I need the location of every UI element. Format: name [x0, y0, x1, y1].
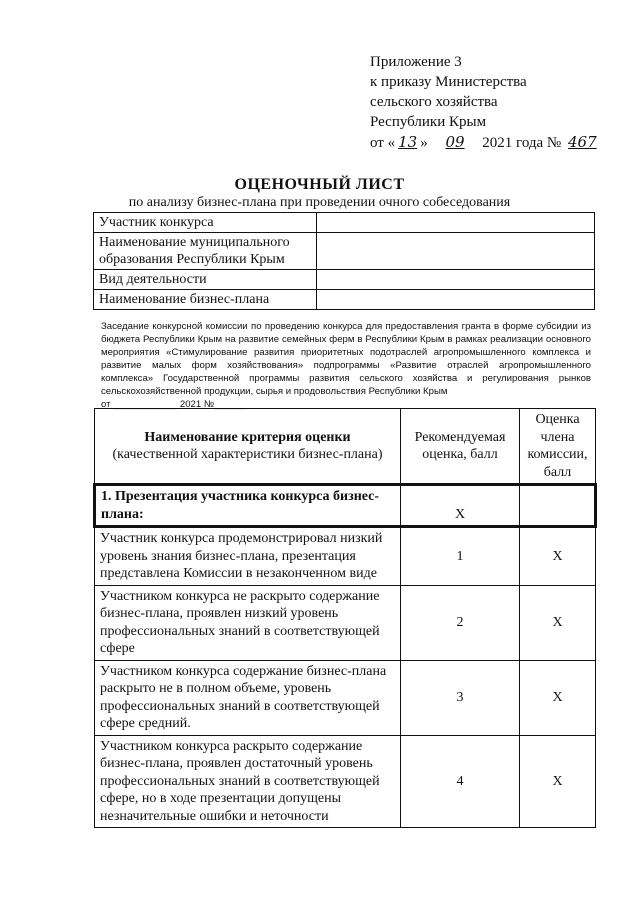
info-label: Наименование муниципального образования Республики Крым — [94, 233, 317, 270]
criterion-recommended: 4 — [401, 735, 520, 828]
header-criterion — [95, 409, 401, 485]
appendix-block — [370, 52, 600, 153]
date-prefix: от « — [370, 135, 396, 151]
info-value[interactable] — [317, 233, 595, 270]
header-criterion-note: (качественной характеристики бизнес-плана) — [112, 447, 383, 462]
header-recommended: Рекомендуемая оценка, балл — [401, 409, 520, 485]
date-mid: » — [420, 135, 428, 151]
criterion-text: Участником конкурса не раскрыто содержание бизнес-плана, проявлен низкий уровень профессиональных знаний в соответствующей сфере — [95, 585, 401, 660]
appendix-line-4: Республики Крым — [370, 114, 487, 130]
criterion-member-score[interactable]: X — [520, 660, 596, 735]
table-row — [95, 660, 596, 735]
appendix-line-1: Приложение 3 — [370, 54, 462, 70]
info-value[interactable] — [317, 270, 595, 290]
criterion-member-score[interactable]: X — [520, 585, 596, 660]
info-row — [94, 233, 595, 270]
criterion-recommended: 3 — [401, 660, 520, 735]
section-recommended: X — [401, 485, 520, 527]
header-criterion-title: Наименование критерия оценки — [144, 429, 351, 445]
handwritten-day: 13 — [398, 133, 418, 151]
criterion-member-score[interactable]: X — [520, 527, 596, 586]
info-row — [94, 270, 595, 290]
table-row — [95, 585, 596, 660]
info-row — [94, 290, 595, 310]
section-member-score[interactable] — [520, 485, 596, 527]
session-paragraph — [101, 320, 591, 411]
date-year: 2021 года № — [482, 135, 562, 151]
criterion-text: Участником конкурса раскрыто содержание бизнес-плана, проявлен достаточный уровень профессиональных знаний в соответствующей сфере, но в ходе презентации допущены незначительные ошибки и неточности — [95, 735, 401, 828]
section-row — [95, 485, 596, 527]
section-label: 1. Презентация участника конкурса бизнес-плана: — [95, 485, 401, 527]
criteria-table — [93, 408, 597, 828]
document-title: ОЦЕНОЧНЫЙ ЛИСТ — [234, 176, 405, 193]
info-row — [94, 213, 595, 233]
session-text: Заседание конкурсной комиссии по проведению конкурса для предоставления гранта в форме субсидии из бюджета Республики Крым на развитие семейных ферм в Республики Крым в рамках реализации основного мероприятия «Стимулирование развития приоритетных подотраслей агропромышленного комплекса и развитие малых форм хозяйствования» подпрограммы «Развитие отраслей агропромышленного комплекса» Государственной программы развития сельского хозяйства и регулирования рынков сельскохозяйственной продукции, сырья и продовольствия Республики Крым — [101, 321, 591, 397]
criterion-text: Участником конкурса содержание бизнес-плана раскрыто не в полном объеме, уровень профессиональных знаний в соответствующей сфере средний. — [95, 660, 401, 735]
table-row — [95, 527, 596, 586]
session-date: от ____________ 2021 №______ — [101, 399, 247, 410]
header-member-score: Оценка члена комиссии, балл — [520, 409, 596, 485]
info-label: Вид деятельности — [94, 270, 317, 290]
handwritten-month: 09 — [445, 133, 465, 151]
appendix-line-2: к приказу Министерства — [370, 74, 527, 90]
criterion-text: Участник конкурса продемонстрировал низкий уровень знания бизнес-плана, презентация представлена Комиссии в незаконченном виде — [95, 527, 401, 586]
info-value[interactable] — [317, 213, 595, 233]
handwritten-number: 467 — [568, 133, 597, 151]
criterion-member-score[interactable]: X — [520, 735, 596, 828]
info-label: Наименование бизнес-плана — [94, 290, 317, 310]
info-label: Участник конкурса — [94, 213, 317, 233]
criterion-recommended: 2 — [401, 585, 520, 660]
info-value[interactable] — [317, 290, 595, 310]
criteria-header-row — [95, 409, 596, 485]
document-subtitle: по анализу бизнес-плана при проведении очного собеседования — [128, 195, 511, 210]
criterion-recommended: 1 — [401, 527, 520, 586]
participant-info-table — [93, 212, 595, 310]
table-row — [95, 735, 596, 828]
appendix-line-3: сельского хозяйства — [370, 94, 498, 110]
appendix-date-line — [370, 132, 600, 153]
